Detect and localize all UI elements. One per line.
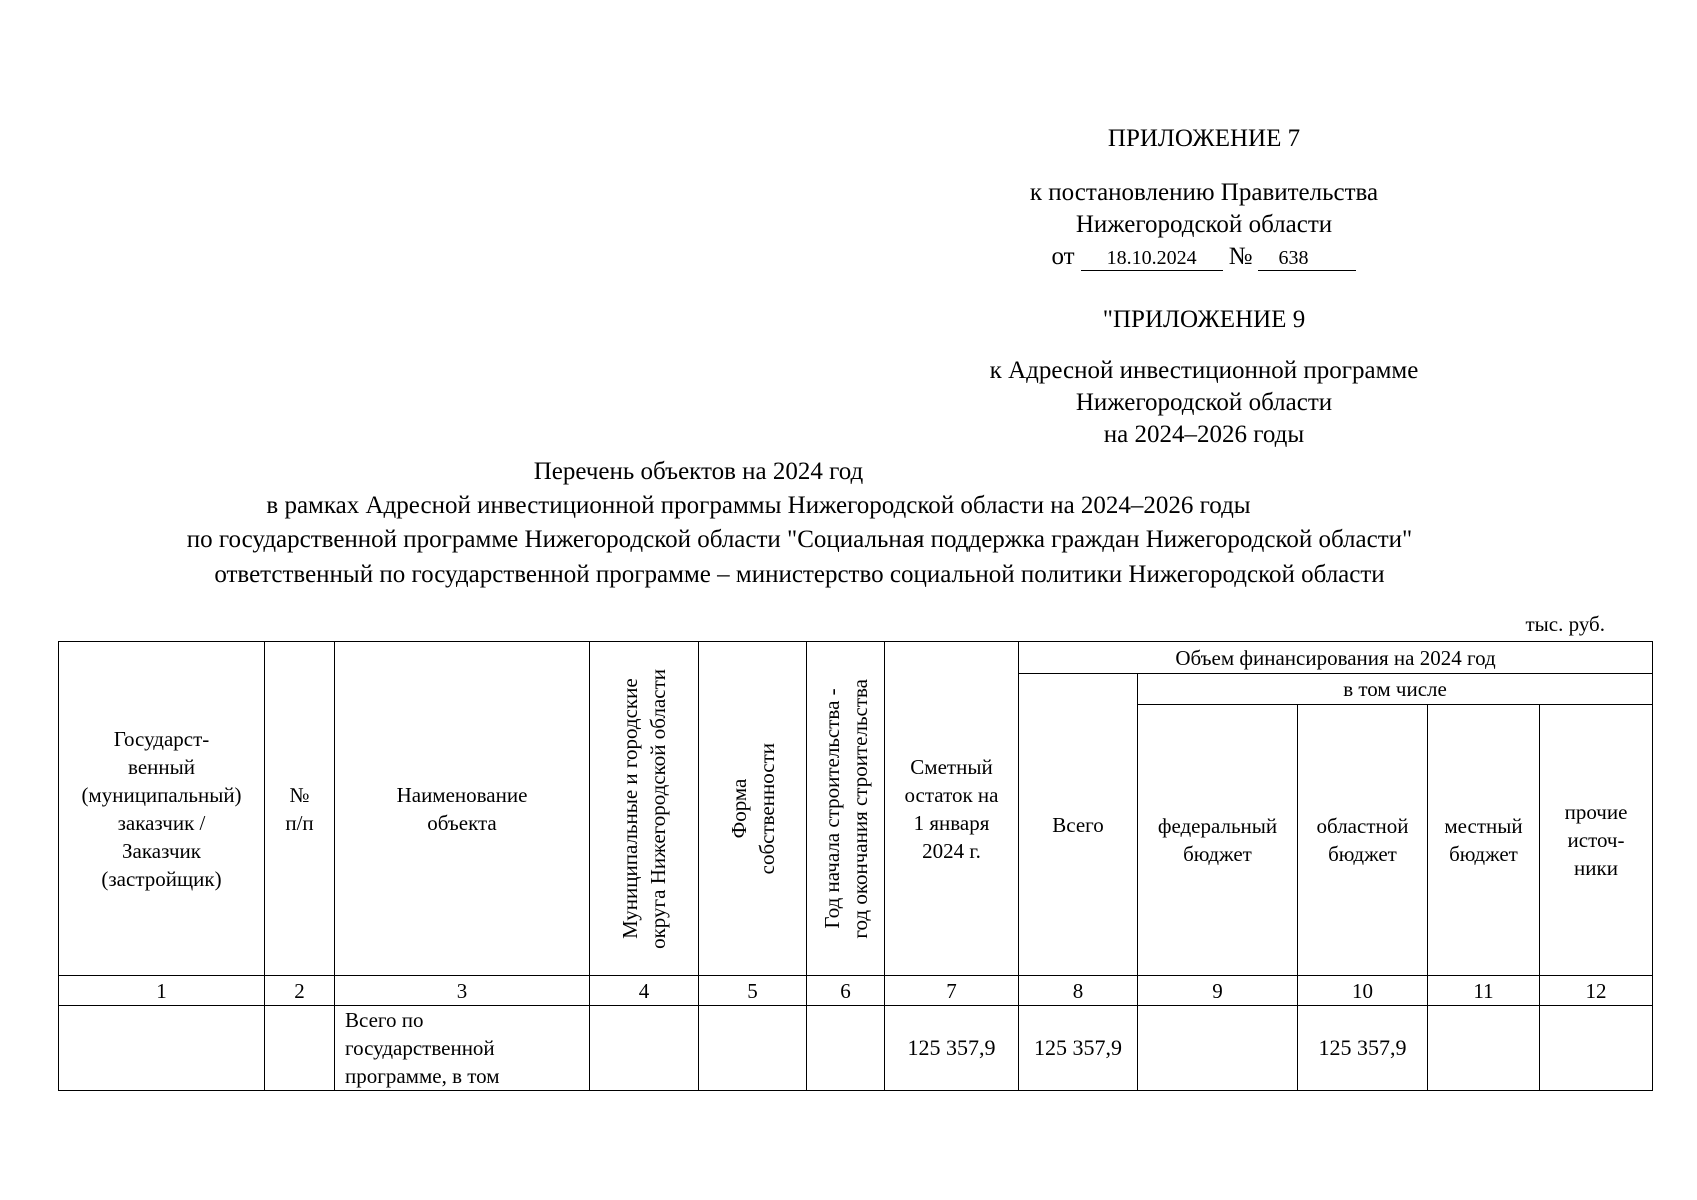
header-construction-years: Год начала строительства - год окончания строительства bbox=[819, 678, 872, 939]
header-total: Всего bbox=[1019, 674, 1138, 976]
header-regional-budget: областной бюджет bbox=[1298, 705, 1428, 976]
row-number bbox=[265, 1006, 335, 1091]
header-federal-budget: федеральный бюджет bbox=[1138, 705, 1298, 976]
row-object-name: Всего по государственной программе, в том bbox=[335, 1006, 590, 1091]
resolution-line-1: к постановлению Правительства bbox=[1029, 179, 1379, 206]
row-customer bbox=[59, 1006, 265, 1091]
date-prefix: от bbox=[1051, 243, 1075, 270]
column-number: 1 bbox=[59, 976, 265, 1006]
appendix-9-heading: "ПРИЛОЖЕНИЕ 9 bbox=[1102, 306, 1306, 333]
header-number: № п/п bbox=[265, 642, 335, 976]
document-title-line-2: в рамках Адресной инвестиционной программы Нижегородской области на 2024–2026 годы bbox=[266, 492, 1251, 519]
column-number: 8 bbox=[1019, 976, 1138, 1006]
column-number: 7 bbox=[885, 976, 1019, 1006]
column-number: 2 bbox=[265, 976, 335, 1006]
column-number: 9 bbox=[1138, 976, 1298, 1006]
program-line-2: Нижегородской области bbox=[1075, 389, 1333, 416]
resolution-requisites bbox=[960, 241, 1448, 273]
header-local-budget: местный бюджет bbox=[1428, 705, 1540, 976]
row-estimated-balance: 125 357,9 bbox=[885, 1006, 1019, 1091]
column-number: 6 bbox=[807, 976, 885, 1006]
header-funding-volume: Объем финансирования на 2024 год bbox=[1019, 642, 1653, 674]
column-number: 10 bbox=[1298, 976, 1428, 1006]
row-federal-budget bbox=[1138, 1006, 1298, 1091]
column-number: 4 bbox=[590, 976, 699, 1006]
row-regional-budget: 125 357,9 bbox=[1298, 1006, 1428, 1091]
program-reference bbox=[935, 355, 1473, 451]
row-ownership bbox=[699, 1006, 807, 1091]
document-title-line-4: ответственный по государственной программе – министерство социальной политики Нижегородской области bbox=[214, 561, 1385, 588]
column-number: 3 bbox=[335, 976, 590, 1006]
column-number: 11 bbox=[1428, 976, 1540, 1006]
program-line-3: на 2024–2026 годы bbox=[1103, 421, 1305, 448]
header-districts: Муниципальные и городские округа Нижегородской области bbox=[618, 668, 670, 949]
row-years bbox=[807, 1006, 885, 1091]
document-title-line-1: Перечень объектов на 2024 год bbox=[533, 458, 864, 485]
header-including: в том числе bbox=[1138, 674, 1653, 705]
row-local-budget bbox=[1428, 1006, 1540, 1091]
header-object-name: Наименование объекта bbox=[335, 642, 590, 976]
resolution-date: 18.10.2024 bbox=[1081, 246, 1223, 271]
resolution-reference bbox=[960, 177, 1448, 241]
header-customer: Государст- венный (муниципальный) заказчик / Заказчик (застройщик) bbox=[59, 642, 265, 976]
header-other-sources: прочие источ- ники bbox=[1540, 705, 1653, 976]
program-line-1: к Адресной инвестиционной программе bbox=[989, 357, 1419, 384]
header-districts-cell bbox=[590, 642, 699, 976]
table-row bbox=[59, 1006, 1653, 1091]
header-row-1 bbox=[59, 642, 1653, 674]
column-number: 12 bbox=[1540, 976, 1653, 1006]
header-years-cell bbox=[807, 642, 885, 976]
header-estimated-balance: Сметный остаток на 1 января 2024 г. bbox=[885, 642, 1019, 976]
resolution-line-2: Нижегородской области bbox=[1075, 211, 1333, 238]
appendix-7-heading: ПРИЛОЖЕНИЕ 7 bbox=[1107, 125, 1301, 152]
header-ownership-cell bbox=[699, 642, 807, 976]
resolution-number: 638 bbox=[1258, 246, 1356, 271]
row-other-sources bbox=[1540, 1006, 1653, 1091]
column-numbers-row bbox=[59, 976, 1653, 1006]
objects-table bbox=[58, 641, 1653, 1091]
document-title-line-3: по государственной программе Нижегородской области "Социальная поддержка граждан Нижегородской области" bbox=[186, 526, 1413, 553]
header-ownership: Форма собственности bbox=[726, 742, 779, 875]
row-districts bbox=[590, 1006, 699, 1091]
number-prefix: № bbox=[1228, 243, 1253, 270]
units-label: тыс. руб. bbox=[1525, 612, 1605, 636]
column-number: 5 bbox=[699, 976, 807, 1006]
row-total: 125 357,9 bbox=[1019, 1006, 1138, 1091]
